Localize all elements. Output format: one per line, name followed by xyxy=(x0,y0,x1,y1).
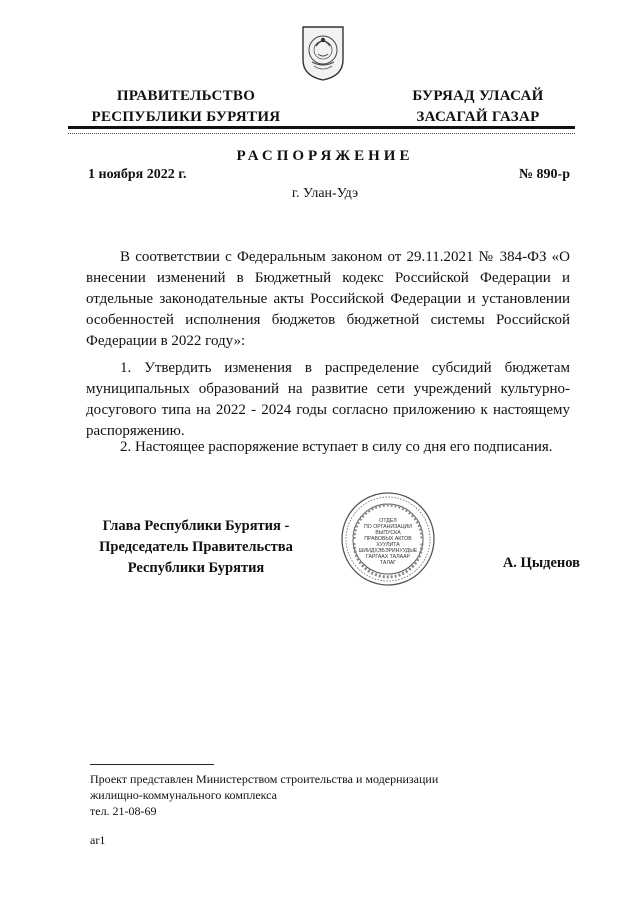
official-round-stamp xyxy=(340,491,436,587)
document-city: г. Улан-Удэ xyxy=(291,186,359,201)
signatory-position-line3: Республики Бурятия xyxy=(127,560,265,576)
coat-of-arms-emblem xyxy=(300,24,346,82)
header-right xyxy=(378,86,578,128)
stamp-line-6: ШИИДХЭБЭРИНУУДЫЕ xyxy=(358,548,418,554)
footer-code: ar1 xyxy=(90,833,106,847)
header-left xyxy=(70,86,302,128)
body-paragraph-item-2: 2. Настоящее распоряжение вступает в силу со дня его подписания. xyxy=(120,439,553,455)
header-left-line2: РЕСПУБЛИКИ БУРЯТИЯ xyxy=(91,109,281,125)
signatory-position-line1: Глава Республики Бурятия - xyxy=(102,518,290,534)
signatory-position-line2: Председатель Правительства xyxy=(99,539,293,555)
stamp-line-7: ГАРГААХ ТАЛААР xyxy=(365,554,411,560)
signatory-position xyxy=(86,516,306,579)
header-right-line1: БУРЯАД УЛАСАЙ xyxy=(412,88,544,104)
footer-note xyxy=(90,771,560,819)
header-divider-dotted xyxy=(68,133,575,134)
footer-line-3: тел. 21-08-69 xyxy=(90,804,157,818)
document-type-title: РАСПОРЯЖЕНИЕ xyxy=(236,148,414,164)
footer-line-2: жилищно-коммунального комплекса xyxy=(90,788,277,802)
body-paragraph-item-1: 1. Утвердить изменения в распределение субсидий бюджетам муниципальных образований на развитие сети учреждений культурно-досугового типа на 2022 - 2024 годы согласно приложению к настоящему распоряжению. xyxy=(86,360,570,439)
header-left-line1: ПРАВИТЕЛЬСТВО xyxy=(116,88,256,104)
header-divider-thick xyxy=(68,126,575,129)
footer-divider xyxy=(90,764,214,765)
document-number: № 890-р xyxy=(518,167,570,182)
stamp-line-8: ТАЛАГ xyxy=(379,560,397,566)
footer-line-1: Проект представлен Министерством строительства и модернизации xyxy=(90,772,439,786)
stamp-line-4: ПРАВОВЫХ АКТОВ xyxy=(364,536,412,542)
document-date: 1 ноября 2022 г. xyxy=(88,167,187,182)
header-right-line2: ЗАСАГАЙ ГАЗАР xyxy=(416,109,540,125)
stamp-line-2: ПО ОРГАНИЗАЦИИ xyxy=(364,524,412,530)
signatory-name: А. Цыденов xyxy=(502,555,580,571)
stamp-line-1: ОТДЕЛ xyxy=(379,518,397,524)
body-paragraph-preamble: В соответствии с Федеральным законом от 29.11.2021 № 384-ФЗ «О внесении изменений в Бюджетный кодекс Российской Федерации и отдельные законодательные акты Российской Федерации и установлении особенностей исполнения бюджетов бюджетной системы Российской Федерации в 2022 году»: xyxy=(86,249,570,349)
stamp-line-3: ВЫПУСКА xyxy=(375,530,401,536)
stamp-line-5: ХУУЛИТА xyxy=(376,542,400,548)
